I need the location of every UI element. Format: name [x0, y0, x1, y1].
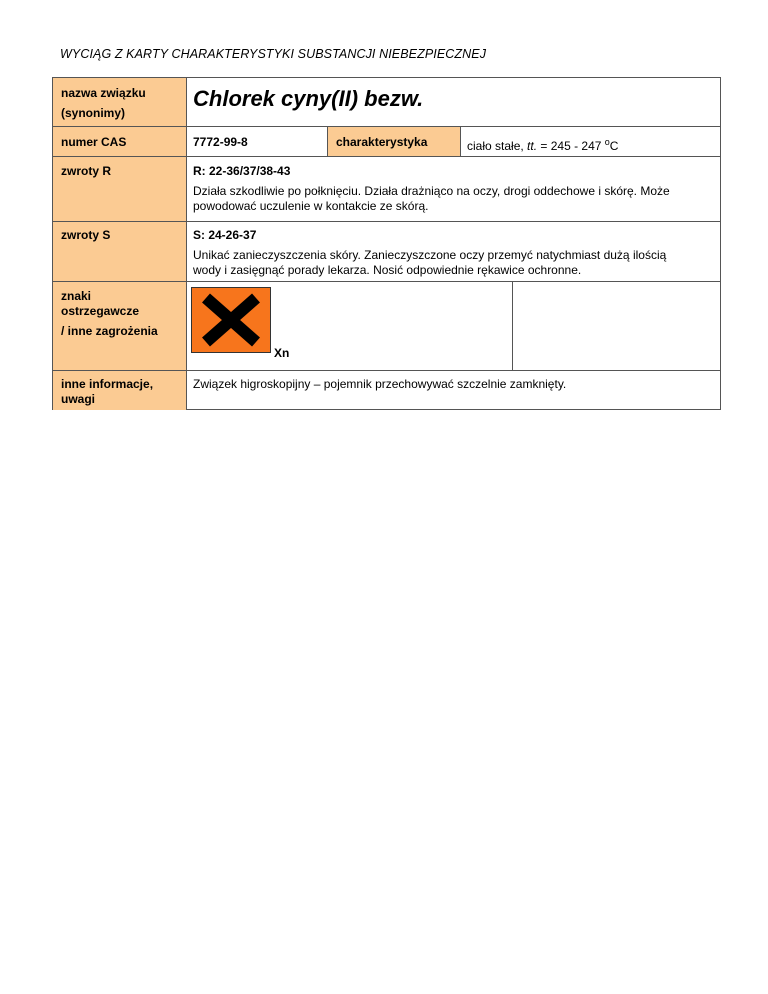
safety-data-table: [52, 77, 721, 410]
characteristic-value: ciało stałe, tt. = 245 - 247 $^o$C: [467, 137, 619, 153]
hazard-label-line2: ostrzegawcze: [61, 304, 140, 318]
other-info-text: Związek higroskopijny – pojemnik przechowywać szczelnie zamknięty.: [193, 377, 567, 391]
s-phrases-text-line2: wody i zasięgnąć porady lekarza. Nosić odpowiednie rękawice ochronne.: [193, 263, 582, 277]
hazard-label-line1: znaki: [61, 289, 92, 303]
other-info-label-line1: inne informacje,: [61, 377, 154, 391]
cas-label: numer CAS: [61, 135, 127, 149]
document-header: WYCIĄG Z KARTY CHARAKTERYSTYKI SUBSTANCJI NIEBEZPIECZNEJ: [60, 47, 487, 61]
r-phrases-label: zwroty R: [61, 164, 112, 178]
s-phrases-text-line1: Unikać zanieczyszczenia skóry. Zanieczyszczone oczy przemyć natychmiast dużą ilością: [193, 248, 667, 262]
harmful-x-icon: [191, 287, 271, 353]
r-phrases-text-line1: Działa szkodliwie po połknięciu. Działa drażniąco na oczy, drogi oddechowe i skórę. Może: [193, 184, 670, 198]
cas-number: 7772-99-8: [193, 135, 248, 149]
r-phrases-code: R: 22-36/37/38-43: [193, 164, 291, 178]
characteristic-label: charakterystyka: [336, 135, 428, 149]
compound-label: nazwa związku: [61, 86, 146, 100]
other-info-label-line2: uwagi: [61, 392, 96, 406]
synonyms-label: (synonimy): [61, 106, 126, 120]
s-phrases-label: zwroty S: [61, 228, 111, 242]
r-phrases-text-line2: powodować uczulenie w kontakcie ze skórą.: [193, 199, 429, 213]
s-phrases-code: S: 24-26-37: [193, 228, 257, 242]
hazard-label-line3: / inne zagrożenia: [61, 324, 158, 338]
compound-name: Chlorek cyny(II) bezw.: [193, 86, 424, 111]
hazard-symbol-code: Xn: [274, 346, 290, 360]
